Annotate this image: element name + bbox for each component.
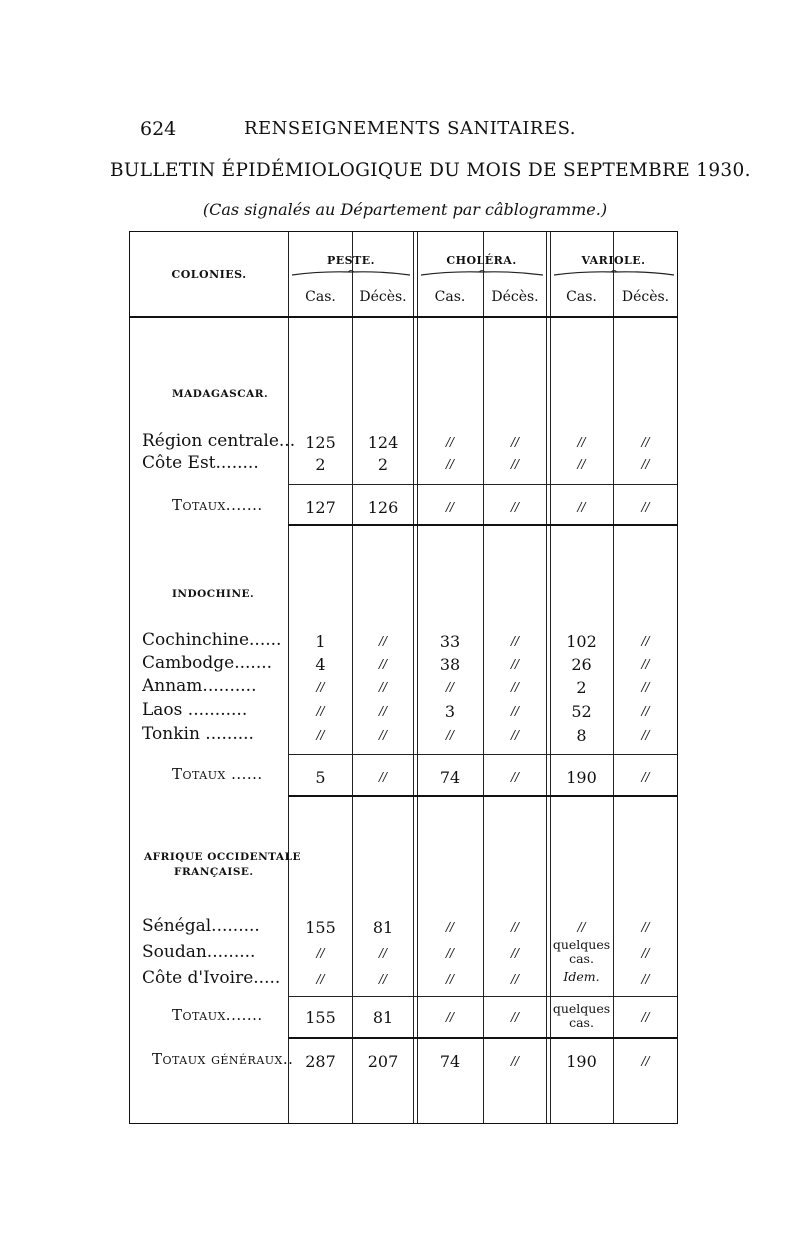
row-label: Cochinchine......: [142, 630, 282, 650]
col-divider: [483, 232, 484, 1123]
section-madagascar: MADAGASCAR.: [172, 388, 269, 400]
value-cell: //: [577, 500, 586, 514]
value-cell: 190: [566, 1052, 597, 1071]
value-cell: //: [641, 1054, 650, 1068]
value-cell: //: [445, 435, 455, 449]
row-label: Laos ...........: [142, 700, 248, 720]
sub-cholera-cas: Cas.: [434, 289, 466, 305]
value-cell: //: [641, 680, 650, 694]
sub-cholera-deces: Décès.: [491, 289, 539, 305]
brace-variole: [554, 270, 674, 276]
header-rule: [130, 316, 677, 318]
row-label: Soudan.........: [142, 942, 256, 962]
value-cell: 124: [367, 433, 399, 452]
value-cell: //: [510, 634, 520, 648]
running-header: [140, 118, 680, 142]
value-cell: //: [510, 946, 520, 960]
value-cell: //: [577, 920, 586, 934]
value-cell: 81: [372, 918, 394, 937]
total-label: Totaux ......: [172, 765, 263, 783]
value-cell: 102: [566, 632, 597, 651]
value-cell: 2: [377, 455, 389, 474]
value-cell: //: [510, 770, 520, 784]
value-cell: 81: [372, 1008, 394, 1027]
value-cell: 4: [315, 655, 326, 674]
value-cell: quelques cas.: [552, 937, 611, 966]
value-cell: //: [641, 770, 650, 784]
value-cell: 8: [576, 726, 587, 745]
sub-variole-cas: Cas.: [566, 289, 597, 305]
value-cell: //: [641, 435, 650, 449]
col-divider: [352, 232, 353, 1123]
header-cholera: CHOLÉRA.: [446, 254, 517, 267]
value-cell: //: [445, 680, 455, 694]
value-cell: //: [445, 920, 455, 934]
header-variole: VARIOLE.: [581, 254, 646, 267]
value-cell: //: [378, 972, 388, 986]
value-cell: //: [316, 946, 325, 960]
value-cell: //: [445, 500, 455, 514]
row-label: Région centrale...: [142, 431, 296, 451]
value-cell: Idem.: [563, 969, 600, 984]
subtotal-rule: [288, 484, 677, 485]
value-cell: 125: [305, 433, 336, 452]
value-cell: //: [445, 457, 455, 471]
row-label: Sénégal.........: [142, 916, 260, 936]
value-cell: //: [510, 728, 520, 742]
value-cell: quelques cas.: [552, 1001, 611, 1030]
section-rule: [288, 1037, 677, 1039]
value-cell: //: [378, 946, 388, 960]
value-cell: //: [641, 634, 650, 648]
header-colonies: COLONIES.: [171, 268, 247, 281]
value-cell: //: [510, 1054, 520, 1068]
row-label: Tonkin .........: [142, 724, 254, 744]
section-rule: [288, 795, 677, 797]
value-cell: //: [510, 457, 520, 471]
epidemiology-table: [129, 231, 678, 1124]
value-cell: 155: [305, 918, 336, 937]
value-cell: 2: [576, 678, 587, 697]
sub-peste-cas: Cas.: [305, 289, 336, 305]
value-cell: 74: [439, 768, 461, 787]
value-cell: //: [445, 728, 455, 742]
value-cell: //: [641, 920, 650, 934]
grand-total-label: Totaux généraux..: [152, 1050, 294, 1068]
brace-peste: [292, 270, 410, 276]
value-cell: //: [510, 435, 520, 449]
value-cell: //: [316, 680, 325, 694]
row-label: Cambodge.......: [142, 653, 273, 673]
total-label: Totaux.......: [172, 1006, 263, 1024]
value-cell: 26: [571, 655, 592, 674]
value-cell: 74: [439, 1052, 461, 1071]
value-cell: //: [510, 680, 520, 694]
value-cell: 52: [571, 702, 592, 721]
value-cell: //: [510, 657, 520, 671]
value-cell: //: [378, 704, 388, 718]
value-cell: 127: [305, 498, 336, 517]
value-cell: //: [378, 634, 388, 648]
value-cell: //: [510, 920, 520, 934]
section-aof-line1: AFRIQUE OCCIDENTALE: [144, 851, 301, 863]
brace-cholera: [421, 270, 543, 276]
value-cell: //: [641, 972, 650, 986]
col-divider: [288, 232, 289, 1123]
value-cell: 3: [444, 702, 456, 721]
value-cell: //: [641, 500, 650, 514]
value-cell: 38: [439, 655, 461, 674]
value-cell: 287: [305, 1052, 336, 1071]
value-cell: //: [510, 972, 520, 986]
value-cell: //: [641, 657, 650, 671]
value-cell: //: [510, 500, 520, 514]
section-indochine: INDOCHINE.: [172, 588, 255, 600]
bulletin-title: BULLETIN ÉPIDÉMIOLOGIQUE DU MOIS DE SEPTEMBRE 1930.: [110, 160, 751, 181]
page-number: 624: [140, 118, 177, 140]
value-cell: //: [378, 680, 388, 694]
bulletin-subtitle: (Cas signalés au Département par câblogramme.): [202, 200, 608, 219]
value-cell: 190: [566, 768, 597, 787]
value-cell: 1: [315, 632, 326, 651]
value-cell: //: [445, 972, 455, 986]
value-cell: //: [641, 946, 650, 960]
value-cell: //: [316, 704, 325, 718]
value-cell: //: [577, 435, 586, 449]
row-label: Côte d'Ivoire.....: [142, 968, 281, 988]
row-label: Annam..........: [142, 676, 257, 696]
header-peste: PESTE.: [327, 254, 375, 267]
value-cell: //: [316, 972, 325, 986]
value-cell: //: [445, 1010, 455, 1024]
col-divider: [613, 232, 614, 1123]
value-cell: 33: [439, 632, 461, 651]
row-label: Côte Est........: [142, 453, 259, 473]
value-cell: //: [641, 704, 650, 718]
subtotal-rule: [288, 754, 677, 755]
subtotal-rule: [288, 996, 677, 997]
section-aof-line2: FRANÇAISE.: [174, 866, 254, 878]
value-cell: //: [510, 1010, 520, 1024]
value-cell: //: [641, 728, 650, 742]
sub-peste-deces: Décès.: [359, 289, 407, 305]
col-divider: [413, 232, 418, 1123]
value-cell: //: [378, 728, 388, 742]
value-cell: //: [577, 457, 586, 471]
value-cell: //: [445, 946, 455, 960]
total-label: Totaux.......: [172, 496, 263, 514]
value-cell: //: [378, 657, 388, 671]
value-cell: //: [316, 728, 325, 742]
value-cell: //: [641, 457, 650, 471]
sub-variole-deces: Décès.: [621, 289, 670, 305]
value-cell: 5: [315, 768, 326, 787]
value-cell: //: [378, 770, 388, 784]
value-cell: 155: [305, 1008, 336, 1027]
section-rule: [288, 524, 677, 526]
running-title: RENSEIGNEMENTS SANITAIRES.: [243, 118, 577, 139]
value-cell: 2: [315, 455, 326, 474]
value-cell: 126: [367, 498, 399, 517]
value-cell: //: [641, 1010, 650, 1024]
value-cell: //: [510, 704, 520, 718]
value-cell: 207: [367, 1052, 399, 1071]
